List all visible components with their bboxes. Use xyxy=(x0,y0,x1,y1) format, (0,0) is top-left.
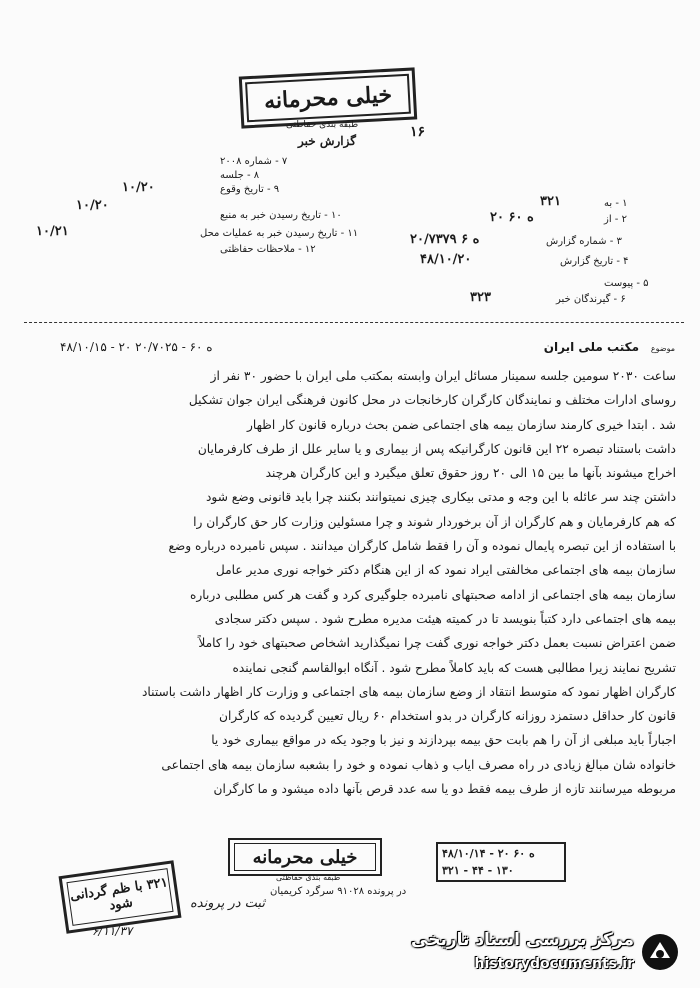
body-line: قانون کار حداقل دستمزد روزانه کارگران در بدو استخدام ۶۰ ریال تعیین گردیده که کارگران xyxy=(219,709,676,724)
watermark-name: مرکز بررسی اسناد تاریخی xyxy=(411,930,634,950)
classification-stamp-label: خیلی محرمانه xyxy=(245,74,411,123)
body-line: که هم کارفرمایان و هم کارگران از آن برخوردار شوند و چرا مسئولین وزارت کار حق کارگران را xyxy=(193,514,676,529)
body-line: مربوطه میرسانند تازه از طرف بیمه فقط دو یا سه عدد قرص بآنها داده میشود و ما کارگران xyxy=(213,782,676,797)
body-line: بیمه های اجتماعی دارد کتباً بنویسد تا در کمیته هیئت مدیره مطرح شود . سپس دکتر سجادی xyxy=(214,611,676,626)
body-line: تشریح نمایند زیرا مطالبی هست که باید کاملاً مطرح شود . آنگاه ابوالقاسم گنجی نماینده xyxy=(232,660,676,675)
body-line: خانواده شان مبالغ زیادی در راه مصرف ایاب و ذهاب نموده و خود را بشعبه سازمان بیمه های اجتماعی xyxy=(161,757,676,772)
handwritten-mark: ۱۶ xyxy=(410,124,426,140)
handwritten-note: ثبت در پرونده xyxy=(190,896,265,911)
archive-logo-icon xyxy=(640,932,680,972)
field-1-value: ۳۲۱ xyxy=(540,194,561,209)
watermark-site: historydocuments.ir xyxy=(474,956,634,972)
body-line: ضمن اعتراض نسبت بعمل دکتر خواجه نوری گفت چرا نمیگذارید اشخاص صحبتهای خود را کاملاً xyxy=(198,636,676,651)
field-10-value: ۱۰/۲۰ xyxy=(76,198,109,213)
field-9-date-occurred: ۹ - تاریخ وقوع xyxy=(220,184,280,195)
footer-classification-sub: طبقه بندی حفاظتی xyxy=(276,873,341,882)
watermark xyxy=(411,928,680,980)
routing-box-line2: ۳۲۱ - ۴۴ - ۱۳۰ xyxy=(442,864,514,877)
routing-box xyxy=(436,842,566,882)
classification-sub-label: طبقه بندی حفاظتی xyxy=(286,120,359,130)
body-line: ساعت ۲۰۳۰ سومین جلسه سمینار مسائل ایران وابسته بمکتب ملی ایران با حضور ۳۰ نفر از xyxy=(210,369,676,383)
archive-stamp xyxy=(59,860,182,934)
header-divider xyxy=(24,322,684,323)
routing-box-line1: ۴۸/۱۰/۱۴ - ۲۰ ه ۶۰ xyxy=(442,847,535,860)
subject-line xyxy=(355,340,675,354)
file-reference: در پرونده ۹۱۰۲۸ سرگرد کریمیان xyxy=(270,886,407,897)
body-line: داشت باستناد تبصره ۲۲ این قانون کارگرانیکه پس از بیماری و یا سایر علل از طرف کارفرمایان xyxy=(197,441,676,456)
subject-text: مکتب ملی ایران xyxy=(543,340,640,354)
subject-label: موضوع xyxy=(650,344,675,353)
body-line: داشتن چند سر عائله با این وجه و مدتی بیکاری چیزی نمیتوانند بکنند چرا باید قانونی وضع شود xyxy=(205,490,676,505)
subject-reference: ۴۸/۱۰/۱۵ - ۲۰ ه ۶۰ - ۲۰/۷۰۲۵ xyxy=(60,340,213,354)
field-7-number: ۷ - شماره ۲۰۰۸ xyxy=(220,156,288,167)
field-9-value: ۱۰/۲۰ xyxy=(122,180,155,195)
field-2-value: ۲۰ ه ۶۰ xyxy=(490,210,534,225)
field-6-recipients: ۶ - گیرندگان خبر xyxy=(556,294,626,305)
handwritten-date: ۶/۱۱/۳۷ xyxy=(92,924,133,938)
field-3-value: ۲۰/۷۳۷۹ ه ۶ xyxy=(410,232,480,247)
field-10-date-received-source: ۱۰ - تاریخ رسیدن خبر به منبع xyxy=(220,210,342,221)
field-6-value: ۳۲۳ xyxy=(470,290,491,305)
body-line: شد . ابتدا خیری کارمند سازمان بیمه های اجتماعی ضمن بحث درباره قانون کار اظهار xyxy=(246,417,676,432)
body-line: سازمان بیمه های اجتماعی مخالفتی ایراد نمود که از این هنگام دکتر خواجه نوری مدیر عامل xyxy=(215,563,676,578)
field-8-session: ۸ - جلسه xyxy=(220,170,260,181)
body-line: با استفاده از این تبصره پایمال نموده و آن را فقط شامل کارگران میدانند . سپس نامبرده درباره وضع xyxy=(168,539,676,554)
field-11-date-received-local: ۱۱ - تاریخ رسیدن خبر به عملیات محل xyxy=(200,228,359,239)
report-type-title: گزارش خبر xyxy=(298,134,356,148)
body-line: کارگران اظهار نمود که متوسط انتقاد از وضع سازمان بیمه های اجتماعی و وزارت کار اظهار داشت باستناد xyxy=(142,684,676,699)
field-11-value: ۱۰/۲۱ xyxy=(36,224,69,239)
field-4-value: ۴۸/۱۰/۲۰ xyxy=(420,252,472,267)
field-1-to: ۱ - به xyxy=(604,198,628,209)
footer-classification-stamp xyxy=(228,838,382,876)
archive-stamp-label: ۳۲۱ با ظم گردانی شود xyxy=(66,868,173,926)
body-line: سازمان بیمه های اجتماعی از ادامه صحبتهای نامبرده جلوگیری کرد و گفت هر کس مطلبی درباره xyxy=(189,587,676,602)
report-body xyxy=(58,364,676,801)
body-line: اجباراً باید مبلغی از آن را هم بابت حق بیمه بپردازند و نیز با وجود یکه در مواقع بیماری خود یا xyxy=(211,733,676,748)
body-line: اخراج میشوند بآنها ما بین ۱۵ الی ۲۰ روز حقوق تعلق میگیرد و این کارگران هرچند xyxy=(265,466,676,481)
field-2-from: ۲ - از xyxy=(604,214,627,225)
field-5-attachment: ۵ - پیوست xyxy=(604,278,649,289)
body-line: روسای ادارات مختلف و نمایندگان کارگران کارخانجات در محل کانون فرهنگی ایران جوان تشکیل xyxy=(188,393,676,408)
footer-classification-label: خیلی محرمانه xyxy=(234,843,376,871)
field-3-report-number: ۳ - شماره گزارش xyxy=(546,236,622,247)
field-12-security-notes: ۱۲ - ملاحظات حفاظتی xyxy=(220,244,316,255)
field-4-report-date: ۴ - تاریخ گزارش xyxy=(560,256,629,267)
